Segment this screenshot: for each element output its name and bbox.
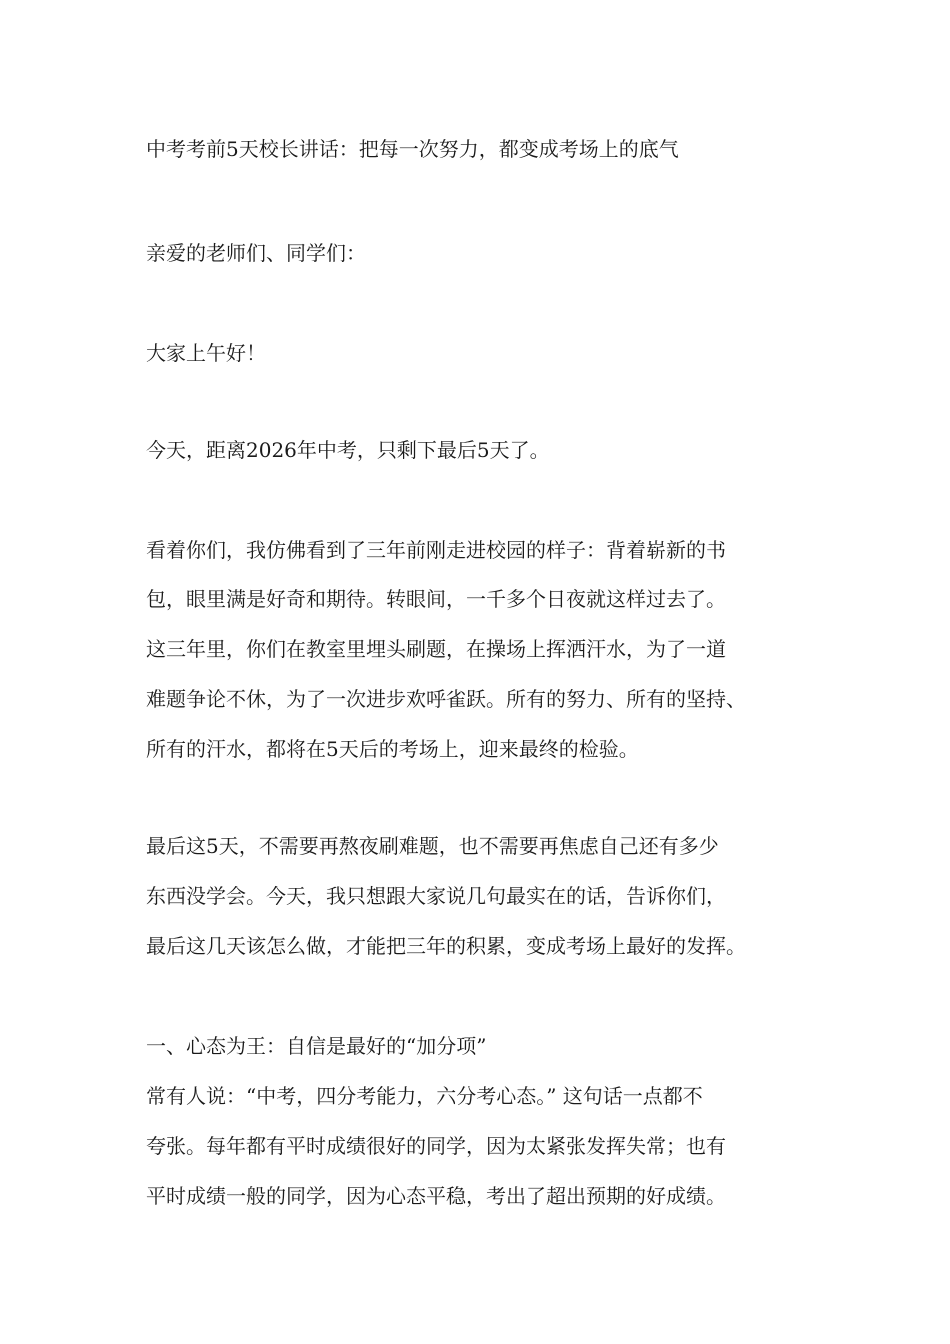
greeting: 大家上午好！ [146, 341, 266, 365]
paragraph-mindset-line: 常有人说：“中考，四分考能力，六分考心态。” 这句话一点都不 [146, 1084, 703, 1108]
paragraph-advice-line: 东西没学会。今天，我只想跟大家说几句最实在的话，告诉你们， [146, 884, 726, 908]
paragraph-memories-line: 包，眼里满是好奇和期待。转眼间，一千多个日夜就这样过去了。 [146, 587, 726, 611]
paragraph-memories-line: 所有的汗水，都将在5天后的考场上，迎来最终的检验。 [146, 737, 639, 761]
paragraph-memories-line: 这三年里，你们在教室里埋头刷题，在操场上挥洒汗水，为了一道 [146, 637, 726, 661]
document-title: 中考考前5天校长讲话：把每一次努力，都变成考场上的底气 [146, 137, 679, 161]
paragraph-countdown: 今天，距离2026年中考，只剩下最后5天了。 [146, 438, 550, 462]
paragraph-mindset-line: 夸张。每年都有平时成绩很好的同学，因为太紧张发挥失常；也有 [146, 1134, 726, 1158]
paragraph-advice-line: 最后这5天，不需要再熬夜刷难题，也不需要再焦虑自己还有多少 [146, 834, 719, 858]
section-heading-mindset: 一、心态为王：自信是最好的“加分项” [146, 1034, 487, 1058]
paragraph-advice-line: 最后这几天该怎么做，才能把三年的积累，变成考场上最好的发挥。 [146, 934, 746, 958]
paragraph-memories-line: 看着你们，我仿佛看到了三年前刚走进校园的样子：背着崭新的书 [146, 538, 726, 562]
paragraph-mindset-line: 平时成绩一般的同学，因为心态平稳，考出了超出预期的好成绩。 [146, 1184, 726, 1208]
salutation: 亲爱的老师们、同学们： [146, 241, 366, 265]
paragraph-memories-line: 难题争论不休，为了一次进步欢呼雀跃。所有的努力、所有的坚持、 [146, 687, 746, 711]
